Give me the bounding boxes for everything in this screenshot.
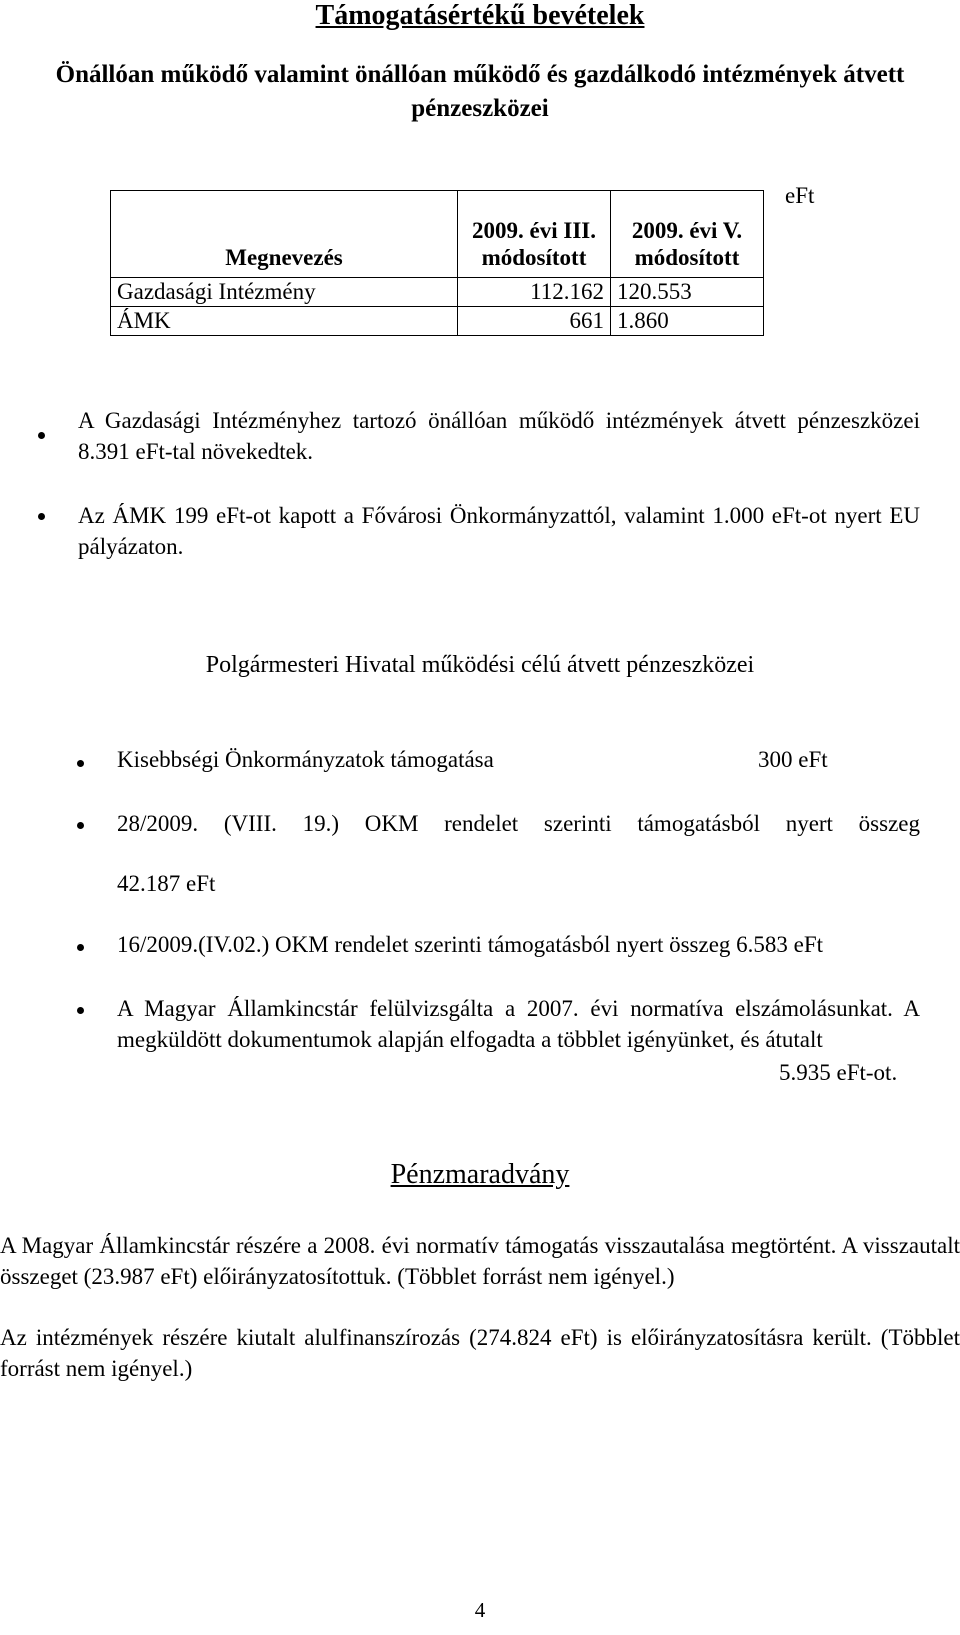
row-value-2: 1.860 <box>611 307 764 336</box>
section-heading: Polgármesteri Hivatal működési célú átvett pénzeszközei <box>205 652 755 678</box>
bullet-icon <box>77 944 84 951</box>
bullet-icon <box>77 822 84 829</box>
transfers-table <box>110 190 764 336</box>
header-col2 <box>611 191 764 278</box>
page-number: 4 <box>474 1598 486 1622</box>
header-col1 <box>458 191 611 278</box>
row-value-2: 120.553 <box>611 278 764 307</box>
bullet-value: 5.935 eFt-ot. <box>779 1060 898 1085</box>
paragraph: A Magyar Államkincstár részére a 2008. évi normatív támogatás visszautalása megtörtént. A visszautalt összeget (23.987 eFt) előirányzatosítottuk. (Többlet forrást nem igényel.) <box>0 1233 960 1289</box>
page-title: Támogatásértékű bevételek <box>315 0 645 31</box>
bullet-icon <box>77 1007 84 1014</box>
bullet-text: 28/2009. (VIII. 19.) OKM rendelet szerinti támogatásból nyert összeg <box>117 811 920 836</box>
bullet-text: A Magyar Államkincstár felülvizsgálta a 2007. évi normatíva elszámolásunkat. A megküldött dokumentumok alapján elfogadta a többlet igényünket, és átutalt <box>117 996 920 1052</box>
bullet-icon <box>77 760 84 767</box>
bullet-text: Kisebbségi Önkormányzatok támogatása <box>117 747 494 772</box>
unit-label: eFt <box>785 183 815 208</box>
bullet-value: 300 eFt <box>758 747 828 772</box>
bullet-text: Az ÁMK 199 eFt-ot kapott a Fővárosi Önkormányzattól, valamint 1.000 eFt-ot nyert EU pályázaton. <box>78 503 920 559</box>
table-header-row <box>111 191 764 278</box>
bullet-value: 42.187 eFt <box>117 871 216 896</box>
row-value-1: 661 <box>458 307 611 336</box>
bullet-icon <box>38 432 45 439</box>
row-value-1: 112.162 <box>458 278 611 307</box>
row-name: Gazdasági Intézmény <box>111 278 458 307</box>
section-subtitle: Önállóan működő valamint önállóan működő és gazdálkodó intézmények átvett pénzeszközei <box>55 61 905 122</box>
row-name: ÁMK <box>111 307 458 336</box>
paragraph: Az intézmények részére kiutalt alulfinanszírozás (274.824 eFt) is előirányzatosításra került. (Többlet forrást nem igényel.) <box>0 1325 960 1381</box>
bullet-icon <box>38 513 45 520</box>
bullet-text: A Gazdasági Intézményhez tartozó önállóan működő intézmények átvett pénzeszközei 8.391 eFt-tal növekedtek. <box>78 408 920 464</box>
table-row <box>111 278 764 307</box>
header-col2-text: 2009. évi V. módosított <box>631 218 743 270</box>
table-row <box>111 307 764 336</box>
bullet-text: 16/2009.(IV.02.) OKM rendelet szerinti támogatásból nyert összeg 6.583 eFt <box>117 932 824 957</box>
section-heading: Pénzmaradvány <box>390 1159 570 1190</box>
header-col1-text: 2009. évi III. módosított <box>472 218 596 270</box>
header-megnevezes: Megnevezés <box>111 191 458 278</box>
